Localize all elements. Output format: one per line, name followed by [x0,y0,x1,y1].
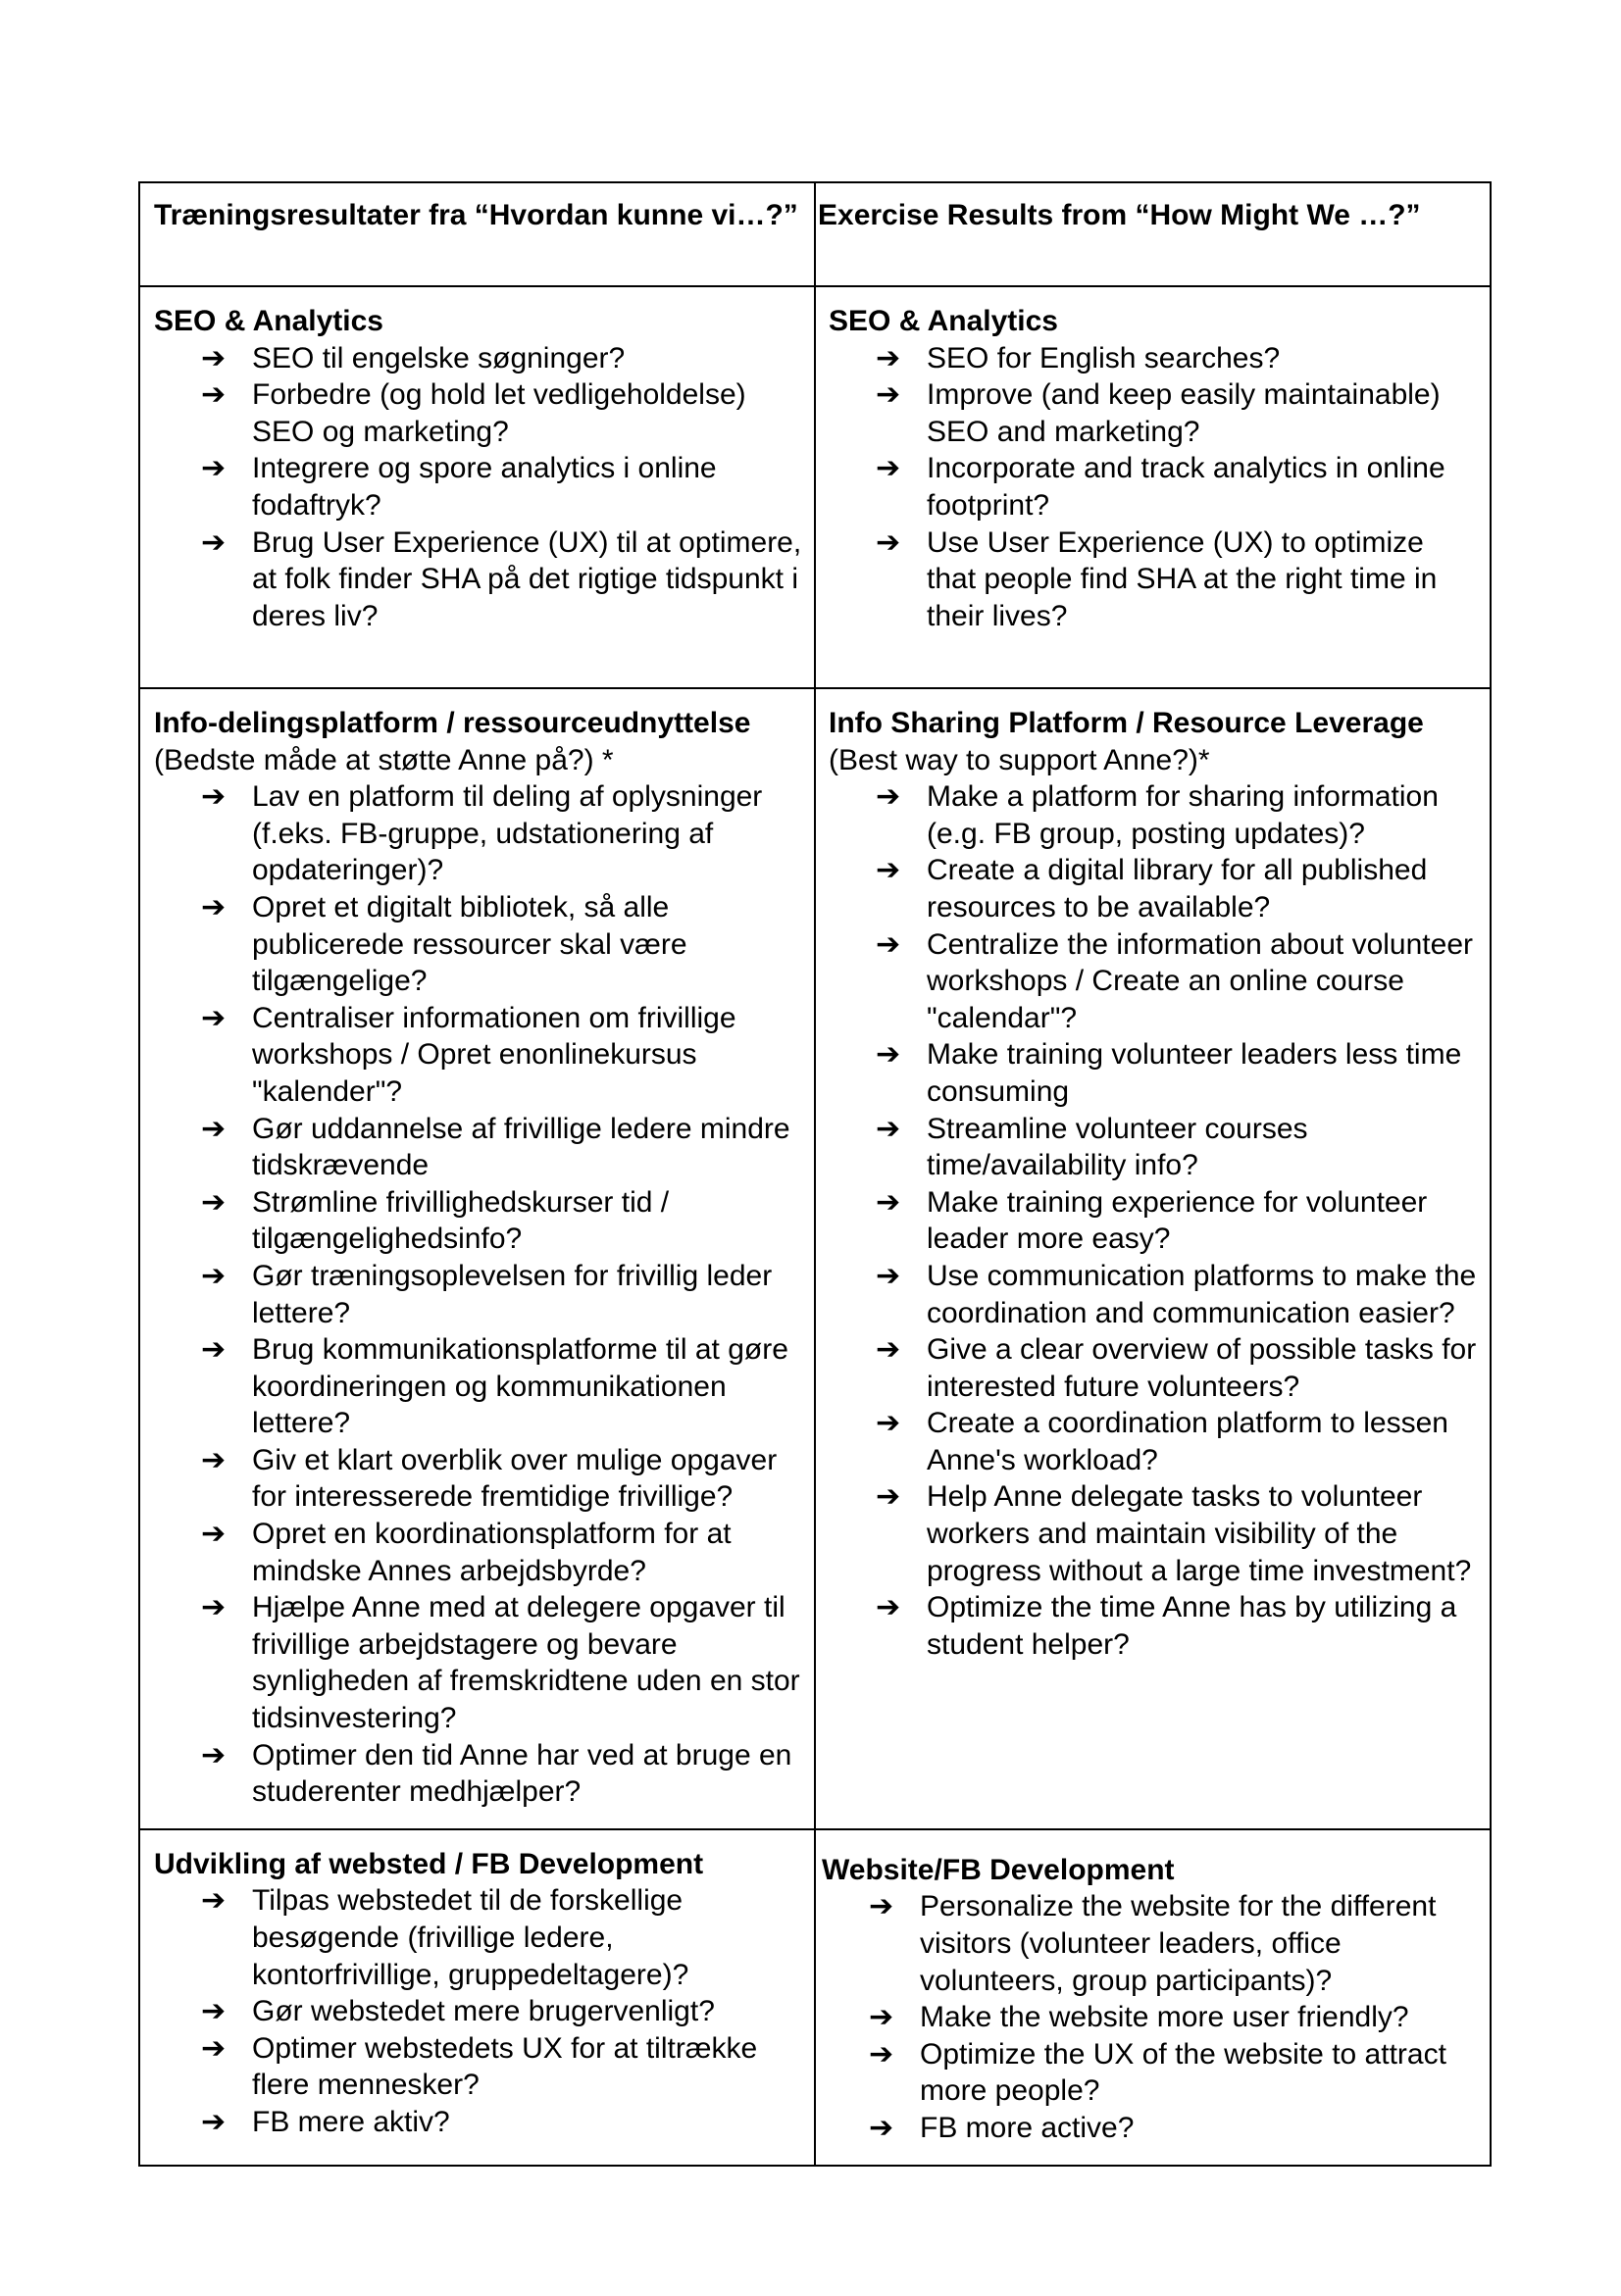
list-item-text: Optimize the time Anne has by utilizing a student helper? [927,1591,1457,1661]
list-item-text: Lav en platform til deling af oplysninger (f.eks. FB-gruppe, udstationering af opdateringer)? [252,780,763,887]
list-item [201,889,804,1000]
list-item-text: Use User Experience (UX) to optimize that people find SHA at the right time in their lives? [927,525,1438,632]
arrow-bullet-icon: ➔ [201,2031,227,2065]
header-english: Exercise Results from “How Might We …?” [818,199,1421,231]
section-cell-english [815,1829,1491,2166]
list-item-text: Optimer webstedets UX for at tiltrække flere mennesker? [252,2031,758,2102]
arrow-bullet-icon: ➔ [201,1112,227,1145]
list-item [201,376,804,450]
section-cell-danish [139,286,815,688]
list-item-text: Create a coordination platform to lessen Anne's workload? [927,1407,1448,1476]
list-item [201,340,804,377]
list-item [876,852,1480,925]
arrow-bullet-icon: ➔ [201,452,227,485]
list-item [201,1589,804,1736]
list-item [201,1184,804,1258]
arrow-bullet-icon: ➔ [876,780,901,814]
list-item [201,1111,804,1184]
bullet-list [822,1888,1480,2146]
bullet-list [829,778,1480,1663]
arrow-bullet-icon: ➔ [201,1259,227,1292]
list-item [869,1999,1480,2036]
list-item [876,1184,1480,1258]
list-item-text: Brug User Experience (UX) til at optimere, at folk finder SHA på det rigtige tidspunkt i deres liv? [252,525,802,632]
list-item [201,1882,804,1993]
list-item-text: Centraliser informationen om frivillige workshops / Opret enonlinekursus "kalender"? [252,1001,736,1108]
list-item [201,1331,804,1442]
list-item-text: Strømline frivillighedskurser tid / tilgængelighedsinfo? [252,1185,670,1256]
list-item-text: Make training experience for volunteer leader more easy? [927,1185,1428,1256]
arrow-bullet-icon: ➔ [876,525,901,559]
list-item [201,524,804,635]
arrow-bullet-icon: ➔ [201,378,227,412]
list-item-text: FB mere aktiv? [252,2105,450,2138]
list-item-text: Create a digital library for all published resources to be available? [927,854,1428,923]
bullet-list [829,340,1480,635]
list-item-text: Use communication platforms to make the coordination and communication easier? [927,1259,1477,1329]
list-item [876,376,1480,450]
arrow-bullet-icon: ➔ [201,890,227,923]
arrow-bullet-icon: ➔ [876,1333,901,1367]
section-cell-danish [139,688,815,1829]
list-item-text: Gør webstedet mere brugervenligt? [252,1995,715,2028]
arrow-bullet-icon: ➔ [876,1185,901,1219]
list-item-text: SEO til engelske søgninger? [252,341,626,374]
arrow-bullet-icon: ➔ [201,780,227,814]
arrow-bullet-icon: ➔ [201,1185,227,1219]
bullet-list [154,778,804,1811]
arrow-bullet-icon: ➔ [876,1038,901,1072]
list-item [869,2036,1480,2110]
arrow-bullet-icon: ➔ [201,1443,227,1476]
list-item-text: Help Anne delegate tasks to volunteer workers and maintain visibility of the progress without a large time investment? [927,1480,1472,1587]
arrow-bullet-icon: ➔ [201,1333,227,1367]
list-item-text: Giv et klart overblik over mulige opgaver for interesserede fremtidige frivillige? [252,1443,778,1514]
list-item-text: Hjælpe Anne med at delegere opgaver til frivillige arbejdstagere og bevare synligheden af fremskridtene uden en stor tidsinvestering? [252,1591,800,1735]
arrow-bullet-icon: ➔ [876,854,901,887]
list-item [876,1405,1480,1478]
list-item-text: Make training volunteer leaders less time consuming [927,1038,1462,1108]
list-item [876,1331,1480,1405]
list-item-text: Streamline volunteer courses time/availability info? [927,1112,1308,1182]
list-item [876,1589,1480,1663]
bullet-list [154,1882,804,2140]
arrow-bullet-icon: ➔ [869,2037,894,2071]
arrow-bullet-icon: ➔ [201,1884,227,1918]
list-item [876,1258,1480,1331]
arrow-bullet-icon: ➔ [201,525,227,559]
list-item [876,450,1480,524]
arrow-bullet-icon: ➔ [876,1480,901,1514]
list-item [201,1442,804,1516]
section-subtitle: (Bedste måde at støtte Anne på?) * [154,743,614,776]
arrow-bullet-icon: ➔ [201,2105,227,2138]
arrow-bullet-icon: ➔ [876,1407,901,1440]
list-item-text: Tilpas webstedet til de forskellige besøgende (frivillige ledere, kontorfrivillige, gruppedeltagere)? [252,1884,689,1991]
list-item [876,1111,1480,1184]
list-item-text: Optimer den tid Anne har ved at bruge en studerenter medhjælper? [252,1738,792,1809]
section-title: Udvikling af websted / FB Development [154,1847,704,1880]
section-title: SEO & Analytics [829,305,1058,337]
arrow-bullet-icon: ➔ [876,927,901,961]
arrow-bullet-icon: ➔ [201,1518,227,1551]
list-item-text: Brug kommunikationsplatforme til at gøre koordineringen og kommunikationen lettere? [252,1333,788,1440]
section-title: SEO & Analytics [154,305,383,337]
list-item [201,450,804,524]
list-item-text: Give a clear overview of possible tasks for interested future volunteers? [927,1333,1477,1403]
arrow-bullet-icon: ➔ [869,2111,894,2144]
list-item [876,926,1480,1037]
header-row [139,182,1491,286]
list-item-text: Personalize the website for the different visitors (volunteer leaders, office volunteers, group participants)? [920,1890,1437,1997]
list-item [201,2104,804,2141]
section-title: Website/FB Development [822,1853,1175,1886]
arrow-bullet-icon: ➔ [876,1112,901,1145]
arrow-bullet-icon: ➔ [876,1591,901,1624]
list-item-text: SEO for English searches? [927,341,1281,374]
list-item-text: Opret en koordinationsplatform for at mindske Annes arbejdsbyrde? [252,1518,732,1587]
arrow-bullet-icon: ➔ [201,1738,227,1772]
section-row-website [139,1829,1491,2166]
list-item [201,1516,804,1589]
header-danish: Træningsresultater fra “Hvordan kunne vi…?” [154,199,798,231]
list-item-text: Forbedre (og hold let vedligeholdelse) SEO og marketing? [252,378,746,448]
section-title: Info-delingsplatform / ressourceudnyttelse [154,707,751,739]
arrow-bullet-icon: ➔ [201,1591,227,1624]
arrow-bullet-icon: ➔ [876,1259,901,1292]
list-item-text: Integrere og spore analytics i online fodaftryk? [252,452,717,522]
arrow-bullet-icon: ➔ [869,2001,894,2034]
header-cell-danish [139,182,815,286]
list-item-text: Centralize the information about volunteer workshops / Create an online course "calendar"? [927,927,1473,1034]
section-cell-danish [139,1829,815,2166]
list-item [876,778,1480,852]
list-item-text: Improve (and keep easily maintainable) SEO and marketing? [927,378,1441,448]
list-item [201,2030,804,2104]
list-item [869,1888,1480,1999]
list-item [869,2110,1480,2147]
section-title: Info Sharing Platform / Resource Leverage [829,707,1424,739]
list-item [201,778,804,889]
section-cell-english [815,688,1491,1829]
list-item-text: Gør uddannelse af frivillige ledere mindre tidskrævende [252,1112,790,1182]
arrow-bullet-icon: ➔ [876,341,901,374]
list-item [201,1737,804,1811]
list-item [201,1258,804,1331]
section-row-info-sharing [139,688,1491,1829]
list-item-text: FB more active? [920,2111,1135,2144]
list-item-text: Opret et digitalt bibliotek, så alle publicerede ressourcer skal være tilgængelige? [252,890,687,998]
arrow-bullet-icon: ➔ [201,1995,227,2028]
bullet-list [154,340,804,635]
list-item [201,1000,804,1111]
list-item-text: Gør træningsoplevelsen for frivillig leder lettere? [252,1259,773,1329]
list-item [876,1036,1480,1110]
list-item [201,1993,804,2030]
arrow-bullet-icon: ➔ [201,1001,227,1034]
list-item [876,524,1480,635]
header-cell-english [815,182,1491,286]
arrow-bullet-icon: ➔ [869,1890,894,1923]
list-item-text: Optimize the UX of the website to attract more people? [920,2037,1446,2108]
arrow-bullet-icon: ➔ [201,341,227,374]
list-item [876,340,1480,377]
list-item-text: Incorporate and track analytics in online footprint? [927,452,1445,522]
list-item [876,1478,1480,1589]
list-item-text: Make the website more user friendly? [920,2001,1409,2034]
list-item-text: Make a platform for sharing information (e.g. FB group, posting updates)? [927,780,1439,850]
section-cell-english [815,286,1491,688]
results-table [138,181,1492,2167]
section-subtitle: (Best way to support Anne?)* [829,743,1210,776]
arrow-bullet-icon: ➔ [876,378,901,412]
arrow-bullet-icon: ➔ [876,452,901,485]
section-row-seo [139,286,1491,688]
